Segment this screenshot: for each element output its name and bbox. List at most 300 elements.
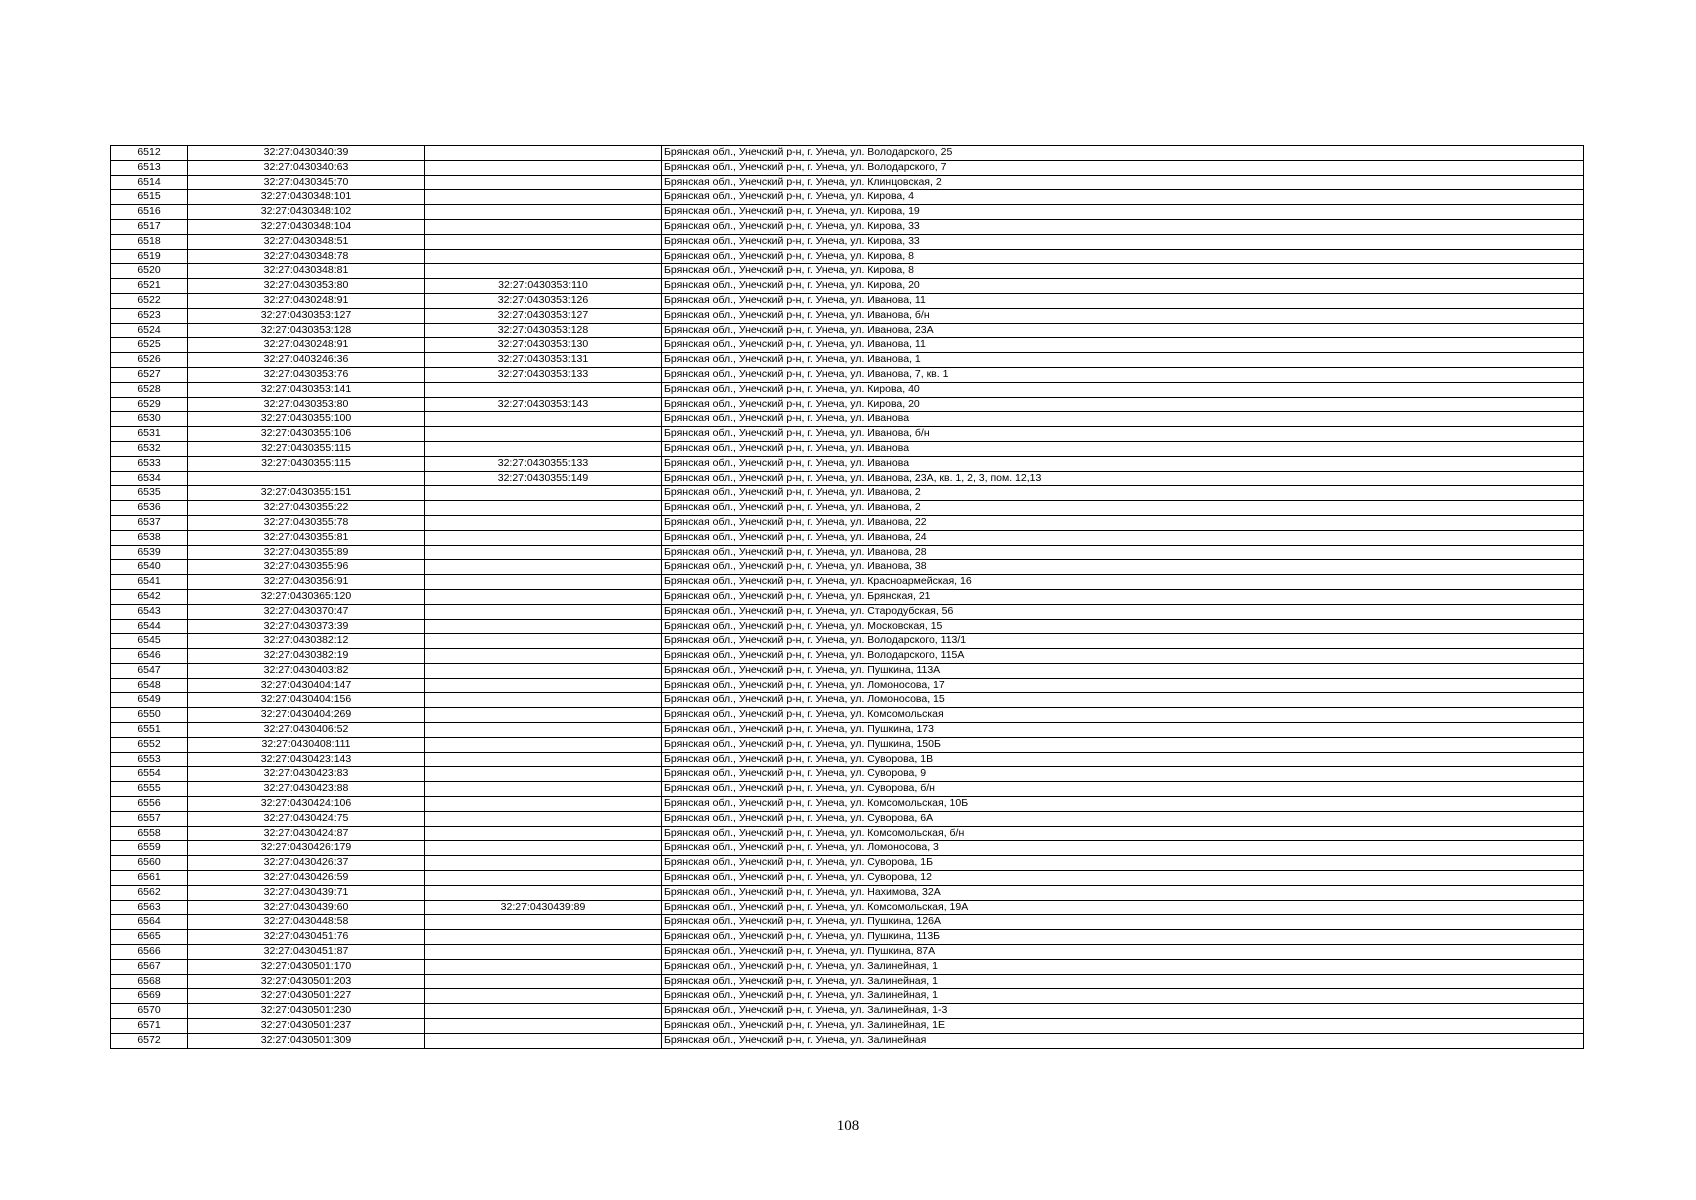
linked-cadastral-number-cell [425, 649, 662, 664]
address-cell: Брянская обл., Унечский р-н, г. Унеча, ул. Иванова, 7, кв. 1 [662, 367, 1584, 382]
address-cell: Брянская обл., Унечский р-н, г. Унеча, ул. Иванова, 11 [662, 338, 1584, 353]
address-cell: Брянская обл., Унечский р-н, г. Унеча, ул. Володарского, 25 [662, 146, 1584, 161]
cadastral-number-cell: 32:27:0430248:91 [188, 293, 425, 308]
table-row [111, 589, 1584, 604]
address-cell: Брянская обл., Унечский р-н, г. Унеча, ул. Залинейная, 1Е [662, 1019, 1584, 1034]
linked-cadastral-number-cell [425, 930, 662, 945]
address-cell: Брянская обл., Унечский р-н, г. Унеча, ул. Кирова, 20 [662, 397, 1584, 412]
linked-cadastral-number-cell [425, 160, 662, 175]
address-cell: Брянская обл., Унечский р-н, г. Унеча, ул. Ломоносова, 3 [662, 841, 1584, 856]
row-number-cell: 6523 [111, 308, 188, 323]
row-number-cell: 6546 [111, 649, 188, 664]
cadastral-number-cell: 32:27:0430355:78 [188, 515, 425, 530]
table-row [111, 915, 1584, 930]
linked-cadastral-number-cell [425, 974, 662, 989]
table-row [111, 737, 1584, 752]
linked-cadastral-number-cell [425, 501, 662, 516]
row-number-cell: 6517 [111, 219, 188, 234]
row-number-cell: 6527 [111, 367, 188, 382]
address-cell: Брянская обл., Унечский р-н, г. Унеча, ул. Комсомольская [662, 708, 1584, 723]
row-number-cell: 6559 [111, 841, 188, 856]
table-row [111, 486, 1584, 501]
address-cell: Брянская обл., Унечский р-н, г. Унеча, ул. Пушкина, 113А [662, 663, 1584, 678]
table-row [111, 856, 1584, 871]
table-row [111, 871, 1584, 886]
cadastral-number-cell: 32:27:0430426:59 [188, 871, 425, 886]
linked-cadastral-number-cell [425, 871, 662, 886]
table-row [111, 841, 1584, 856]
linked-cadastral-number-cell [425, 767, 662, 782]
row-number-cell: 6564 [111, 915, 188, 930]
table-row [111, 560, 1584, 575]
linked-cadastral-number-cell [425, 663, 662, 678]
address-cell: Брянская обл., Унечский р-н, г. Унеча, ул. Иванова, 11 [662, 293, 1584, 308]
row-number-cell: 6529 [111, 397, 188, 412]
row-number-cell: 6518 [111, 234, 188, 249]
cadastral-number-cell: 32:27:0430501:309 [188, 1033, 425, 1048]
row-number-cell: 6539 [111, 545, 188, 560]
document-table [110, 145, 1584, 1049]
address-cell: Брянская обл., Унечский р-н, г. Унеча, ул. Иванова, 22 [662, 515, 1584, 530]
row-number-cell: 6536 [111, 501, 188, 516]
cadastral-number-cell: 32:27:0430353:127 [188, 308, 425, 323]
table-row [111, 1019, 1584, 1034]
address-cell: Брянская обл., Унечский р-н, г. Унеча, ул. Иванова [662, 456, 1584, 471]
address-cell: Брянская обл., Унечский р-н, г. Унеча, ул. Красноармейская, 16 [662, 575, 1584, 590]
table-row [111, 930, 1584, 945]
row-number-cell: 6558 [111, 826, 188, 841]
table-row [111, 1033, 1584, 1048]
table-row [111, 501, 1584, 516]
address-cell: Брянская обл., Унечский р-н, г. Унеча, ул. Пушкина, 113Б [662, 930, 1584, 945]
cadastral-number-cell: 32:27:0430451:76 [188, 930, 425, 945]
linked-cadastral-number-cell [425, 604, 662, 619]
linked-cadastral-number-cell [425, 249, 662, 264]
cadastral-number-cell: 32:27:0430345:70 [188, 175, 425, 190]
address-cell: Брянская обл., Унечский р-н, г. Унеча, ул. Иванова, 28 [662, 545, 1584, 560]
linked-cadastral-number-cell [425, 545, 662, 560]
table-row [111, 545, 1584, 560]
row-number-cell: 6566 [111, 945, 188, 960]
cadastral-number-cell: 32:27:0430348:81 [188, 264, 425, 279]
table-row [111, 634, 1584, 649]
linked-cadastral-number-cell: 32:27:0430353:126 [425, 293, 662, 308]
address-cell: Брянская обл., Унечский р-н, г. Унеча, ул. Суворова, б/н [662, 782, 1584, 797]
table-row [111, 471, 1584, 486]
cadastral-number-cell: 32:27:0430423:83 [188, 767, 425, 782]
linked-cadastral-number-cell: 32:27:0430355:149 [425, 471, 662, 486]
cadastral-number-cell: 32:27:0430348:51 [188, 234, 425, 249]
address-cell: Брянская обл., Унечский р-н, г. Унеча, ул. Пушкина, 126А [662, 915, 1584, 930]
row-number-cell: 6569 [111, 989, 188, 1004]
row-number-cell: 6513 [111, 160, 188, 175]
cadastral-number-cell: 32:27:0430424:106 [188, 797, 425, 812]
address-cell: Брянская обл., Унечский р-н, г. Унеча, ул. Залинейная, 1 [662, 974, 1584, 989]
table-row [111, 619, 1584, 634]
linked-cadastral-number-cell: 32:27:0430355:133 [425, 456, 662, 471]
row-number-cell: 6525 [111, 338, 188, 353]
cadastral-number-cell [188, 471, 425, 486]
linked-cadastral-number-cell [425, 915, 662, 930]
row-number-cell: 6563 [111, 900, 188, 915]
table-row [111, 160, 1584, 175]
address-cell: Брянская обл., Унечский р-н, г. Унеча, ул. Залинейная, 1 [662, 989, 1584, 1004]
address-cell: Брянская обл., Унечский р-н, г. Унеча, ул. Нахимова, 32А [662, 885, 1584, 900]
cadastral-number-cell: 32:27:0430348:101 [188, 190, 425, 205]
address-cell: Брянская обл., Унечский р-н, г. Унеча, ул. Иванова, 38 [662, 560, 1584, 575]
linked-cadastral-number-cell [425, 945, 662, 960]
cadastral-number-cell: 32:27:0430423:143 [188, 752, 425, 767]
row-number-cell: 6570 [111, 1004, 188, 1019]
row-number-cell: 6515 [111, 190, 188, 205]
address-cell: Брянская обл., Унечский р-н, г. Унеча, ул. Иванова [662, 441, 1584, 456]
row-number-cell: 6567 [111, 959, 188, 974]
cadastral-number-cell: 32:27:0430426:37 [188, 856, 425, 871]
address-cell: Брянская обл., Унечский р-н, г. Унеча, ул. Пушкина, 87А [662, 945, 1584, 960]
cadastral-number-cell: 32:27:0430355:22 [188, 501, 425, 516]
address-cell: Брянская обл., Унечский р-н, г. Унеча, ул. Суворова, 1Б [662, 856, 1584, 871]
address-cell: Брянская обл., Унечский р-н, г. Унеча, ул. Ломоносова, 15 [662, 693, 1584, 708]
linked-cadastral-number-cell [425, 885, 662, 900]
cadastral-number-cell: 32:27:0430501:230 [188, 1004, 425, 1019]
cadastral-number-cell: 32:27:0430424:87 [188, 826, 425, 841]
address-cell: Брянская обл., Унечский р-н, г. Унеча, ул. Московская, 15 [662, 619, 1584, 634]
table-row [111, 382, 1584, 397]
table-row [111, 353, 1584, 368]
row-number-cell: 6535 [111, 486, 188, 501]
row-number-cell: 6555 [111, 782, 188, 797]
address-cell: Брянская обл., Унечский р-н, г. Унеча, ул. Кирова, 8 [662, 249, 1584, 264]
cadastral-number-cell: 32:27:0430355:115 [188, 456, 425, 471]
row-number-cell: 6514 [111, 175, 188, 190]
linked-cadastral-number-cell [425, 634, 662, 649]
table-row [111, 205, 1584, 220]
table-row [111, 767, 1584, 782]
linked-cadastral-number-cell [425, 515, 662, 530]
cadastral-number-cell: 32:27:0430355:100 [188, 412, 425, 427]
address-cell: Брянская обл., Унечский р-н, г. Унеча, ул. Комсомольская, б/н [662, 826, 1584, 841]
row-number-cell: 6547 [111, 663, 188, 678]
cadastral-number-cell: 32:27:0430404:156 [188, 693, 425, 708]
linked-cadastral-number-cell [425, 619, 662, 634]
row-number-cell: 6534 [111, 471, 188, 486]
cadastral-number-cell: 32:27:0430355:115 [188, 441, 425, 456]
linked-cadastral-number-cell [425, 752, 662, 767]
table-row [111, 1004, 1584, 1019]
cadastral-number-cell: 32:27:0430353:80 [188, 279, 425, 294]
row-number-cell: 6533 [111, 456, 188, 471]
row-number-cell: 6524 [111, 323, 188, 338]
table-row [111, 264, 1584, 279]
cadastral-number-cell: 32:27:0430404:269 [188, 708, 425, 723]
cadastral-number-cell: 32:27:0430403:82 [188, 663, 425, 678]
cadastral-number-cell: 32:27:0430439:71 [188, 885, 425, 900]
address-cell: Брянская обл., Унечский р-н, г. Унеча, ул. Брянская, 21 [662, 589, 1584, 604]
cadastral-number-cell: 32:27:0430426:179 [188, 841, 425, 856]
address-cell: Брянская обл., Унечский р-н, г. Унеча, ул. Клинцовская, 2 [662, 175, 1584, 190]
address-cell: Брянская обл., Унечский р-н, г. Унеча, ул. Стародубская, 56 [662, 604, 1584, 619]
address-cell: Брянская обл., Унечский р-н, г. Унеча, ул. Иванова, б/н [662, 427, 1584, 442]
linked-cadastral-number-cell: 32:27:0430353:143 [425, 397, 662, 412]
table-row [111, 308, 1584, 323]
table-row [111, 338, 1584, 353]
address-cell: Брянская обл., Унечский р-н, г. Унеча, ул. Кирова, 8 [662, 264, 1584, 279]
table-row [111, 367, 1584, 382]
cadastral-number-cell: 32:27:0430382:12 [188, 634, 425, 649]
row-number-cell: 6528 [111, 382, 188, 397]
linked-cadastral-number-cell [425, 412, 662, 427]
row-number-cell: 6557 [111, 811, 188, 826]
table-row [111, 441, 1584, 456]
address-cell: Брянская обл., Унечский р-н, г. Унеча, ул. Володарского, 113/1 [662, 634, 1584, 649]
table-row [111, 663, 1584, 678]
cadastral-number-cell: 32:27:0430356:91 [188, 575, 425, 590]
address-cell: Брянская обл., Унечский р-н, г. Унеча, ул. Иванова, 24 [662, 530, 1584, 545]
row-number-cell: 6556 [111, 797, 188, 812]
linked-cadastral-number-cell [425, 782, 662, 797]
linked-cadastral-number-cell: 32:27:0430353:110 [425, 279, 662, 294]
table-row [111, 234, 1584, 249]
cadastral-number-cell: 32:27:0430355:96 [188, 560, 425, 575]
table-row [111, 885, 1584, 900]
row-number-cell: 6560 [111, 856, 188, 871]
linked-cadastral-number-cell [425, 190, 662, 205]
linked-cadastral-number-cell [425, 1019, 662, 1034]
linked-cadastral-number-cell [425, 560, 662, 575]
address-cell: Брянская обл., Унечский р-н, г. Унеча, ул. Володарского, 7 [662, 160, 1584, 175]
cadastral-number-cell: 32:27:0430348:104 [188, 219, 425, 234]
cadastral-number-cell: 32:27:0430501:203 [188, 974, 425, 989]
row-number-cell: 6521 [111, 279, 188, 294]
address-cell: Брянская обл., Унечский р-н, г. Унеча, ул. Кирова, 33 [662, 219, 1584, 234]
table-row [111, 811, 1584, 826]
linked-cadastral-number-cell [425, 382, 662, 397]
address-cell: Брянская обл., Унечский р-н, г. Унеча, ул. Залинейная, 1 [662, 959, 1584, 974]
address-cell: Брянская обл., Унечский р-н, г. Унеча, ул. Кирова, 4 [662, 190, 1584, 205]
row-number-cell: 6550 [111, 708, 188, 723]
linked-cadastral-number-cell [425, 205, 662, 220]
address-cell: Брянская обл., Унечский р-н, г. Унеча, ул. Суворова, 12 [662, 871, 1584, 886]
table-row [111, 826, 1584, 841]
cadastral-number-cell: 32:27:0430248:91 [188, 338, 425, 353]
table-row [111, 900, 1584, 915]
linked-cadastral-number-cell [425, 826, 662, 841]
table-body [111, 146, 1584, 1049]
table-row [111, 723, 1584, 738]
cadastral-number-cell: 32:27:0430448:58 [188, 915, 425, 930]
row-number-cell: 6541 [111, 575, 188, 590]
cadastral-number-cell: 32:27:0430501:170 [188, 959, 425, 974]
linked-cadastral-number-cell: 32:27:0430353:127 [425, 308, 662, 323]
address-cell: Брянская обл., Унечский р-н, г. Унеча, ул. Залинейная, 1-3 [662, 1004, 1584, 1019]
row-number-cell: 6568 [111, 974, 188, 989]
linked-cadastral-number-cell [425, 589, 662, 604]
linked-cadastral-number-cell [425, 959, 662, 974]
address-cell: Брянская обл., Унечский р-н, г. Унеча, ул. Суворова, 6А [662, 811, 1584, 826]
linked-cadastral-number-cell [425, 737, 662, 752]
row-number-cell: 6531 [111, 427, 188, 442]
table-row [111, 427, 1584, 442]
row-number-cell: 6532 [111, 441, 188, 456]
address-cell: Брянская обл., Унечский р-н, г. Унеча, ул. Иванова, б/н [662, 308, 1584, 323]
linked-cadastral-number-cell: 32:27:0430353:130 [425, 338, 662, 353]
address-cell: Брянская обл., Унечский р-н, г. Унеча, ул. Залинейная [662, 1033, 1584, 1048]
cadastral-number-cell: 32:27:0430451:87 [188, 945, 425, 960]
linked-cadastral-number-cell [425, 219, 662, 234]
row-number-cell: 6562 [111, 885, 188, 900]
linked-cadastral-number-cell [425, 575, 662, 590]
linked-cadastral-number-cell: 32:27:0430353:128 [425, 323, 662, 338]
linked-cadastral-number-cell [425, 1004, 662, 1019]
row-number-cell: 6544 [111, 619, 188, 634]
address-cell: Брянская обл., Унечский р-н, г. Унеча, ул. Иванова [662, 412, 1584, 427]
row-number-cell: 6571 [111, 1019, 188, 1034]
row-number-cell: 6543 [111, 604, 188, 619]
cadastral-number-cell: 32:27:0430373:39 [188, 619, 425, 634]
address-cell: Брянская обл., Унечский р-н, г. Унеча, ул. Кирова, 20 [662, 279, 1584, 294]
table-row [111, 175, 1584, 190]
table-row [111, 146, 1584, 161]
table-row [111, 412, 1584, 427]
linked-cadastral-number-cell [425, 486, 662, 501]
row-number-cell: 6572 [111, 1033, 188, 1048]
table-row [111, 945, 1584, 960]
table-row [111, 515, 1584, 530]
table-row [111, 397, 1584, 412]
address-cell: Брянская обл., Унечский р-н, г. Унеча, ул. Комсомольская, 10Б [662, 797, 1584, 812]
cadastral-number-cell: 32:27:0430353:76 [188, 367, 425, 382]
linked-cadastral-number-cell [425, 856, 662, 871]
cadastral-number-cell: 32:27:0430355:106 [188, 427, 425, 442]
address-cell: Брянская обл., Унечский р-н, г. Унеча, ул. Комсомольская, 19А [662, 900, 1584, 915]
table-row [111, 190, 1584, 205]
linked-cadastral-number-cell [425, 693, 662, 708]
page-number: 108 [836, 1118, 860, 1134]
linked-cadastral-number-cell: 32:27:0430353:131 [425, 353, 662, 368]
cadastral-number-cell: 32:27:0430501:227 [188, 989, 425, 1004]
table-row [111, 693, 1584, 708]
cadastral-number-cell: 32:27:0430406:52 [188, 723, 425, 738]
address-cell: Брянская обл., Унечский р-н, г. Унеча, ул. Кирова, 40 [662, 382, 1584, 397]
linked-cadastral-number-cell [425, 797, 662, 812]
linked-cadastral-number-cell [425, 678, 662, 693]
row-number-cell: 6540 [111, 560, 188, 575]
address-cell: Брянская обл., Унечский р-н, г. Унеча, ул. Кирова, 19 [662, 205, 1584, 220]
cadastral-number-cell: 32:27:0430423:88 [188, 782, 425, 797]
table-row [111, 989, 1584, 1004]
linked-cadastral-number-cell [425, 146, 662, 161]
linked-cadastral-number-cell [425, 723, 662, 738]
row-number-cell: 6512 [111, 146, 188, 161]
address-cell: Брянская обл., Унечский р-н, г. Унеча, ул. Пушкина, 150Б [662, 737, 1584, 752]
linked-cadastral-number-cell: 32:27:0430439:89 [425, 900, 662, 915]
address-cell: Брянская обл., Унечский р-н, г. Унеча, ул. Иванова, 2 [662, 486, 1584, 501]
row-number-cell: 6542 [111, 589, 188, 604]
linked-cadastral-number-cell [425, 811, 662, 826]
linked-cadastral-number-cell [425, 841, 662, 856]
cadastral-number-cell: 32:27:0430353:141 [188, 382, 425, 397]
linked-cadastral-number-cell [425, 708, 662, 723]
cadastral-number-cell: 32:27:0430355:151 [188, 486, 425, 501]
row-number-cell: 6545 [111, 634, 188, 649]
cadastral-number-cell: 32:27:0430353:128 [188, 323, 425, 338]
table-row [111, 249, 1584, 264]
table-row [111, 974, 1584, 989]
table-row [111, 797, 1584, 812]
linked-cadastral-number-cell [425, 175, 662, 190]
address-cell: Брянская обл., Унечский р-н, г. Унеча, ул. Суворова, 1В [662, 752, 1584, 767]
row-number-cell: 6522 [111, 293, 188, 308]
address-cell: Брянская обл., Унечский р-н, г. Унеча, ул. Иванова, 23А, кв. 1, 2, 3, пом. 12,13 [662, 471, 1584, 486]
cadastral-number-cell: 32:27:0430348:78 [188, 249, 425, 264]
cadastral-number-cell: 32:27:0430353:80 [188, 397, 425, 412]
row-number-cell: 6553 [111, 752, 188, 767]
cadastral-number-cell: 32:27:0430404:147 [188, 678, 425, 693]
linked-cadastral-number-cell [425, 1033, 662, 1048]
linked-cadastral-number-cell [425, 441, 662, 456]
row-number-cell: 6526 [111, 353, 188, 368]
cadastral-number-cell: 32:27:0430355:89 [188, 545, 425, 560]
cadastral-number-cell: 32:27:0430340:39 [188, 146, 425, 161]
row-number-cell: 6548 [111, 678, 188, 693]
cadastral-number-cell: 32:27:0430501:237 [188, 1019, 425, 1034]
table-row [111, 293, 1584, 308]
cadastral-number-cell: 32:27:0430424:75 [188, 811, 425, 826]
cadastral-number-cell: 32:27:0430408:111 [188, 737, 425, 752]
row-number-cell: 6519 [111, 249, 188, 264]
row-number-cell: 6530 [111, 412, 188, 427]
row-number-cell: 6520 [111, 264, 188, 279]
row-number-cell: 6554 [111, 767, 188, 782]
table-row [111, 456, 1584, 471]
address-cell: Брянская обл., Унечский р-н, г. Унеча, ул. Иванова, 2 [662, 501, 1584, 516]
row-number-cell: 6552 [111, 737, 188, 752]
cadastral-number-cell: 32:27:0430382:19 [188, 649, 425, 664]
address-cell: Брянская обл., Унечский р-н, г. Унеча, ул. Ломоносова, 17 [662, 678, 1584, 693]
table-row [111, 279, 1584, 294]
address-cell: Брянская обл., Унечский р-н, г. Унеча, ул. Иванова, 1 [662, 353, 1584, 368]
linked-cadastral-number-cell: 32:27:0430353:133 [425, 367, 662, 382]
address-cell: Брянская обл., Унечский р-н, г. Унеча, ул. Иванова, 23А [662, 323, 1584, 338]
row-number-cell: 6549 [111, 693, 188, 708]
row-number-cell: 6565 [111, 930, 188, 945]
address-cell: Брянская обл., Унечский р-н, г. Унеча, ул. Кирова, 33 [662, 234, 1584, 249]
linked-cadastral-number-cell [425, 234, 662, 249]
row-number-cell: 6537 [111, 515, 188, 530]
table-row [111, 575, 1584, 590]
table-row [111, 959, 1584, 974]
table-row [111, 604, 1584, 619]
table-row [111, 782, 1584, 797]
address-cell: Брянская обл., Унечский р-н, г. Унеча, ул. Пушкина, 173 [662, 723, 1584, 738]
cadastral-number-cell: 32:27:0430355:81 [188, 530, 425, 545]
address-cell: Брянская обл., Унечский р-н, г. Унеча, ул. Суворова, 9 [662, 767, 1584, 782]
linked-cadastral-number-cell [425, 264, 662, 279]
linked-cadastral-number-cell [425, 530, 662, 545]
table-row [111, 708, 1584, 723]
address-cell: Брянская обл., Унечский р-н, г. Унеча, ул. Володарского, 115А [662, 649, 1584, 664]
cadastral-number-cell: 32:27:0403246:36 [188, 353, 425, 368]
row-number-cell: 6538 [111, 530, 188, 545]
row-number-cell: 6516 [111, 205, 188, 220]
table-row [111, 678, 1584, 693]
cadastral-number-cell: 32:27:0430348:102 [188, 205, 425, 220]
linked-cadastral-number-cell [425, 427, 662, 442]
cadastral-number-cell: 32:27:0430439:60 [188, 900, 425, 915]
row-number-cell: 6551 [111, 723, 188, 738]
cadastral-number-cell: 32:27:0430340:63 [188, 160, 425, 175]
cadastral-number-cell: 32:27:0430370:47 [188, 604, 425, 619]
